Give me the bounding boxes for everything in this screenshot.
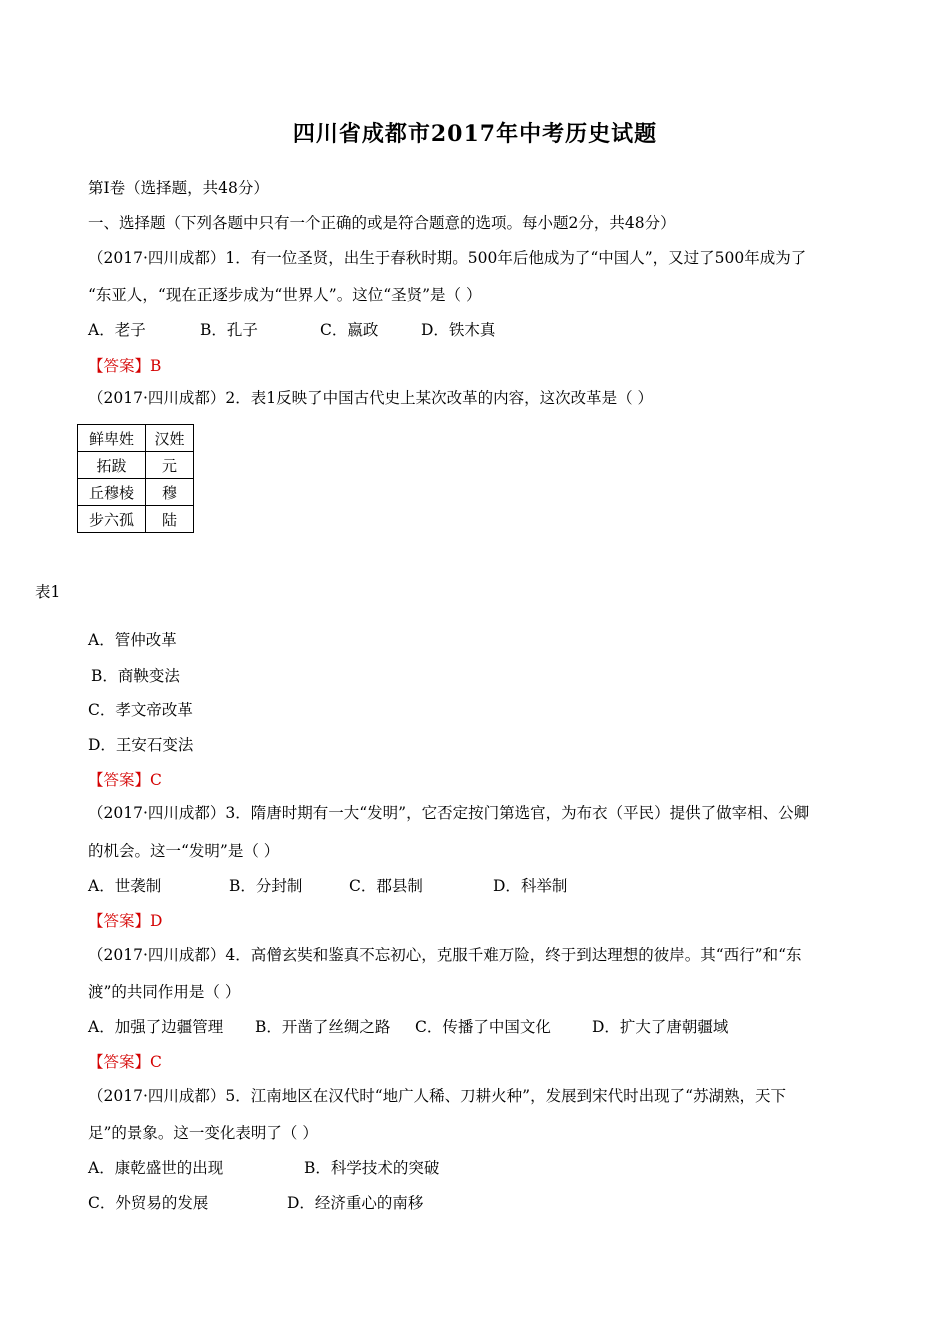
q3-answer: 【答案】D: [88, 912, 163, 930]
instructions: 一、选择题（下列各题中只有一个正确的或是符合题意的选项。每小题2分，共48分）: [88, 214, 676, 232]
table-cell: 穆: [146, 479, 194, 506]
q2-answer: 【答案】C: [88, 771, 162, 789]
q4-option-d: D．扩大了唐朝疆域: [592, 1018, 729, 1036]
q3-options: [88, 876, 567, 896]
q2-stem-line1: （2017·四川成都）2．表1反映了中国古代史上某次改革的内容，这次改革是（ ）: [88, 389, 654, 407]
q5-options-row2: [88, 1193, 423, 1213]
page-title: 四川省成都市2017年中考历史试题: [292, 121, 658, 147]
q5-option-d: D．经济重心的南移: [287, 1194, 424, 1212]
q1-stem-line1: （2017·四川成都）1．有一位圣贤，出生于春秋时期。500年后他成为了“中国人”，又过了500年成为了: [88, 249, 807, 267]
q4-option-a: A．加强了边疆管理: [88, 1018, 224, 1036]
surname-table: [77, 424, 194, 533]
q1-option-a: A．老子: [88, 321, 146, 339]
q1-option-b: B．孔子: [200, 321, 258, 339]
q4-option-b: B．开凿了丝绸之路: [255, 1018, 391, 1036]
q1-answer: 【答案】B: [88, 357, 162, 375]
table-header-row: [78, 425, 194, 452]
q3-stem-line1: （2017·四川成都）3．隋唐时期有一大“发明”，它否定按门第选官，为布衣（平民）提供了做宰相、公卿: [88, 804, 810, 822]
q1-stem-line2: “东亚人，“现在正逐步成为“世界人”。这位“圣贤”是（ ）: [88, 286, 482, 304]
q2-option-a: A．管仲改革: [88, 631, 177, 649]
q5-options-row1: [88, 1158, 439, 1178]
table-cell: 元: [146, 452, 194, 479]
table-cell: 拓跋: [78, 452, 146, 479]
table-header-cell: 鲜卑姓: [78, 425, 146, 452]
table-row: [78, 452, 194, 479]
q1-options: [88, 320, 495, 340]
table-cell: 陆: [146, 506, 194, 533]
q2-option-d: D．王安石变法: [88, 736, 194, 754]
table-row: [78, 479, 194, 506]
table-header-cell: 汉姓: [146, 425, 194, 452]
table-cell: 丘穆棱: [78, 479, 146, 506]
section-heading: 第I卷（选择题，共48分）: [88, 179, 269, 197]
q4-answer: 【答案】C: [88, 1053, 162, 1071]
q3-option-c: C．郡县制: [349, 877, 423, 895]
q5-stem-line1: （2017·四川成都）5．江南地区在汉代时“地广人稀、刀耕火种”，发展到宋代时出现了“苏湖熟，天下: [88, 1087, 787, 1105]
q1-option-d: D．铁木真: [421, 321, 496, 339]
q4-stem-line2: 渡”的共同作用是（ ）: [88, 983, 241, 1001]
q1-option-c: C．嬴政: [320, 321, 379, 339]
q4-options: [88, 1017, 728, 1037]
q2-option-b: B．商鞅变法: [91, 667, 180, 685]
table-cell: 步六孤: [78, 506, 146, 533]
q5-option-c: C．外贸易的发展: [88, 1194, 209, 1212]
q3-option-a: A．世袭制: [88, 877, 162, 895]
table-caption: 表1: [35, 583, 61, 601]
q5-option-a: A．康乾盛世的出现: [88, 1159, 224, 1177]
table-row: [78, 506, 194, 533]
q3-stem-line2: 的机会。这一“发明”是（ ）: [88, 842, 280, 860]
q2-option-c: C．孝文帝改革: [88, 701, 193, 719]
q3-option-d: D．科举制: [493, 877, 568, 895]
q4-option-c: C．传播了中国文化: [415, 1018, 551, 1036]
q5-option-b: B．科学技术的突破: [304, 1159, 440, 1177]
q4-stem-line1: （2017·四川成都）4．高僧玄奘和鉴真不忘初心，克服千难万险，终于到达理想的彼岸。其“西行”和“东: [88, 946, 802, 964]
q5-stem-line2: 足”的景象。这一变化表明了（ ）: [88, 1124, 318, 1142]
q3-option-b: B．分封制: [229, 877, 303, 895]
